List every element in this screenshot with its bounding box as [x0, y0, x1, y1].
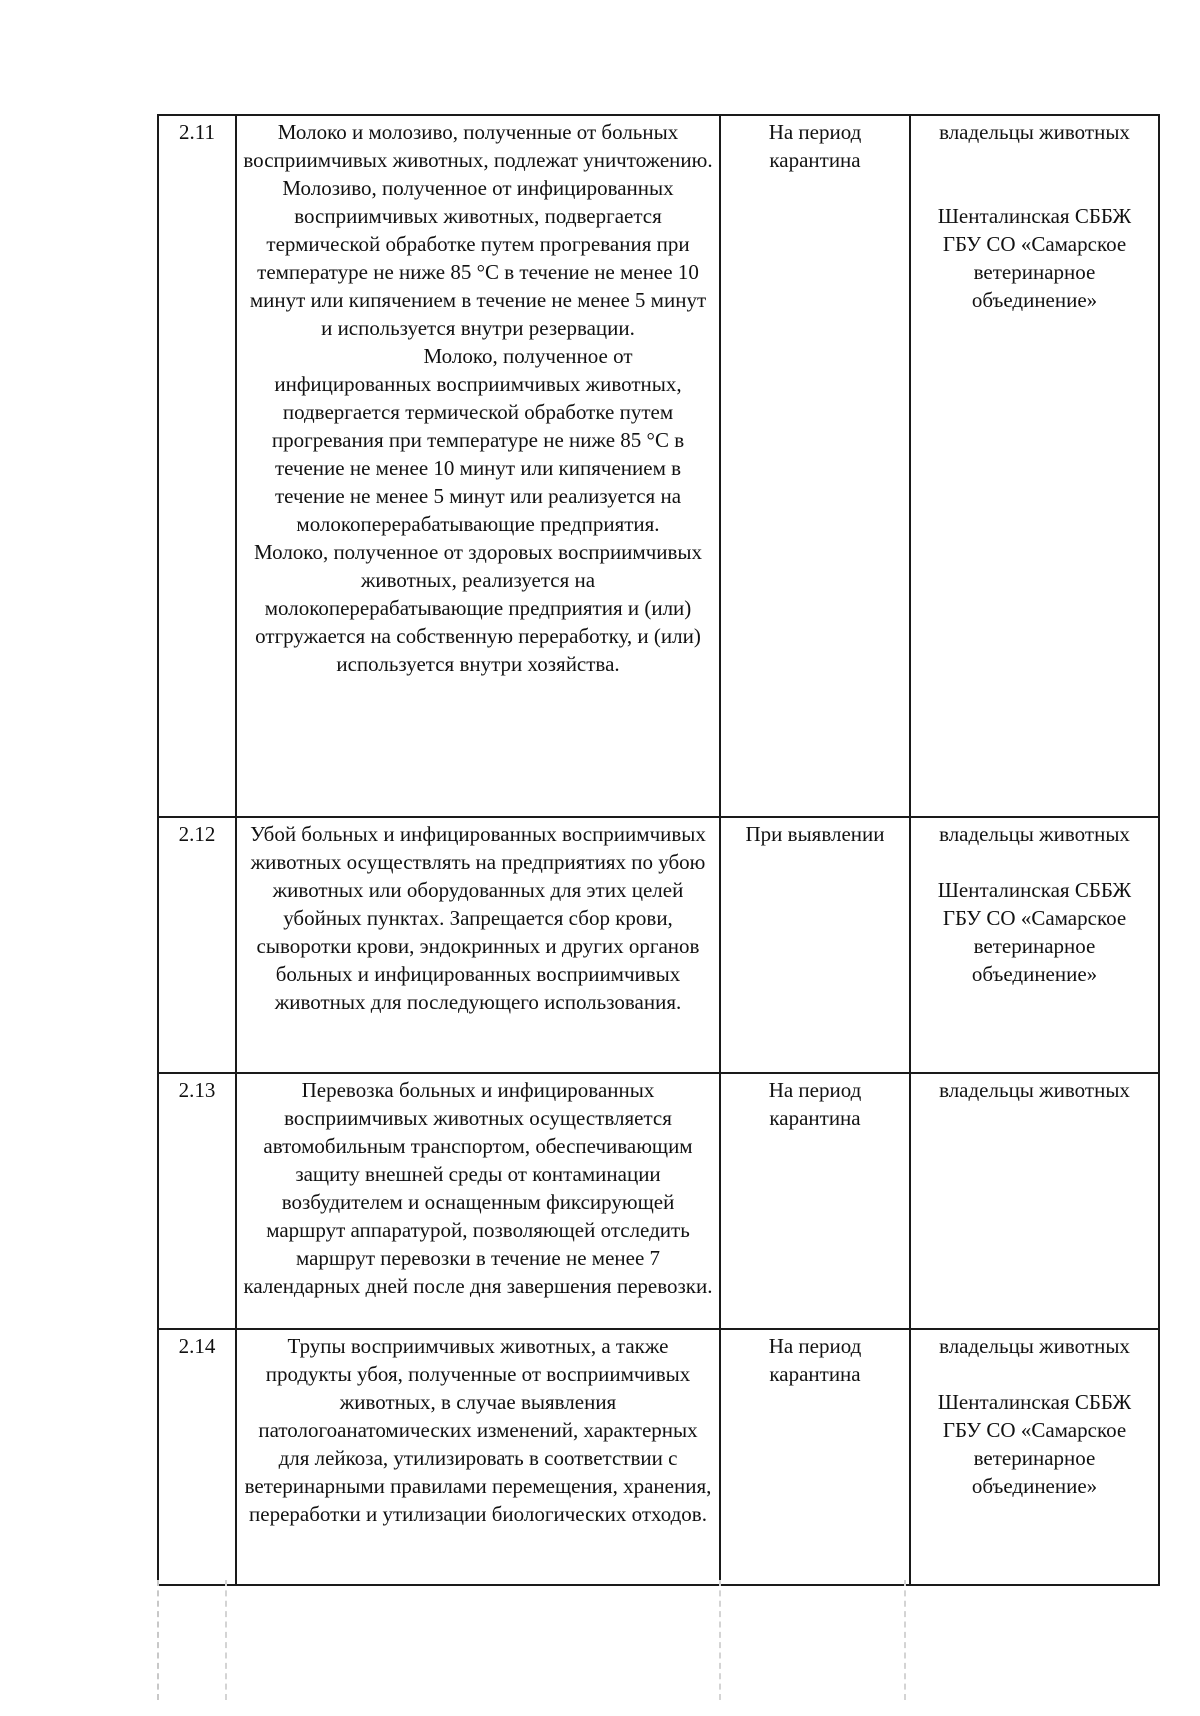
item-term: На период карантина: [720, 1073, 910, 1329]
description-paragraph: Убой больных и инфицированных восприимчивых животных осуществлять на предприятиях по убою животных или оборудованных для этих целей убойных пунктах. Запрещается сбор крови, сыворотки крови, эндокринных и других органов больных и инфицированных восприимчивых животных для последующего использования.: [250, 822, 706, 1014]
item-description: [236, 1329, 720, 1585]
item-number: 2.12: [158, 817, 236, 1073]
item-description: [236, 115, 720, 817]
responsible-service: Шенталинская СББЖ ГБУ СО «Самарское ветеринарное объединение»: [937, 1390, 1132, 1498]
table-row: [158, 1329, 1159, 1585]
item-responsible: [910, 817, 1159, 1073]
description-paragraph: Молоко, полученное от инфицированных восприимчивых животных, подвергается термической обработке путем прогревания при температуре не ниже 85 °С в течение не менее 10 минут или кипячением в течение не менее 5 минут или реализуется на молокоперерабатывающие предприятия.: [271, 344, 685, 536]
item-number: 2.11: [158, 115, 236, 817]
table-row: [158, 817, 1159, 1073]
description-paragraph: Молоко и молозиво, полученные от больных восприимчивых животных, подлежат уничтожению. Молозиво, полученное от инфицированных восприимчивых животных, подвергается термической обработке путем прогревания при температуре не ниже 85 °С в течение не менее 10 минут или кипячением в течение не менее 5 минут и используется внутри резервации.: [243, 120, 713, 340]
description-paragraph: Трупы восприимчивых животных, а также продукты убоя, полученные от восприимчивых животных, в случае выявления патологоанатомических изменений, характерных для лейкоза, утилизировать в соответствии с ветеринарными правилами перемещения, хранения, переработки и утилизации биологических отходов.: [244, 1334, 712, 1526]
item-responsible: [910, 1329, 1159, 1585]
table-row: [158, 115, 1159, 817]
description-paragraph: Перевозка больных и инфицированных восприимчивых животных осуществляется автомобильным транспортом, обеспечивающим защиту внешней среды от контаминации возбудителем и оснащенным фиксирующей маршрут аппаратурой, позволяющей отследить маршрут перевозки в течение не менее 7 календарных дней после дня завершения перевозки.: [243, 1078, 713, 1298]
responsible-owners: владельцы животных: [939, 1078, 1130, 1102]
item-term: На период карантина: [720, 1329, 910, 1585]
faded-bleed-through: [157, 1580, 1104, 1700]
item-term: При выявлении: [720, 817, 910, 1073]
responsible-service: Шенталинская СББЖ ГБУ СО «Самарское ветеринарное объединение»: [937, 204, 1132, 312]
description-paragraph: Молоко, полученное от здоровых восприимчивых животных, реализуется на молокоперерабатывающие предприятия и (или) отгружается на собственную переработку, и (или) используется внутри хозяйства.: [253, 540, 703, 676]
item-term: На период карантина: [720, 115, 910, 817]
item-responsible: [910, 115, 1159, 817]
item-responsible: [910, 1073, 1159, 1329]
responsible-owners: владельцы животных: [939, 120, 1130, 144]
responsible-owners: владельцы животных: [939, 1334, 1130, 1358]
item-description: [236, 817, 720, 1073]
responsible-service: Шенталинская СББЖ ГБУ СО «Самарское ветеринарное объединение»: [937, 878, 1132, 986]
item-number: 2.14: [158, 1329, 236, 1585]
responsible-owners: владельцы животных: [939, 822, 1130, 846]
measures-table: [157, 114, 1160, 1586]
item-number: 2.13: [158, 1073, 236, 1329]
item-description: [236, 1073, 720, 1329]
table-row: [158, 1073, 1159, 1329]
